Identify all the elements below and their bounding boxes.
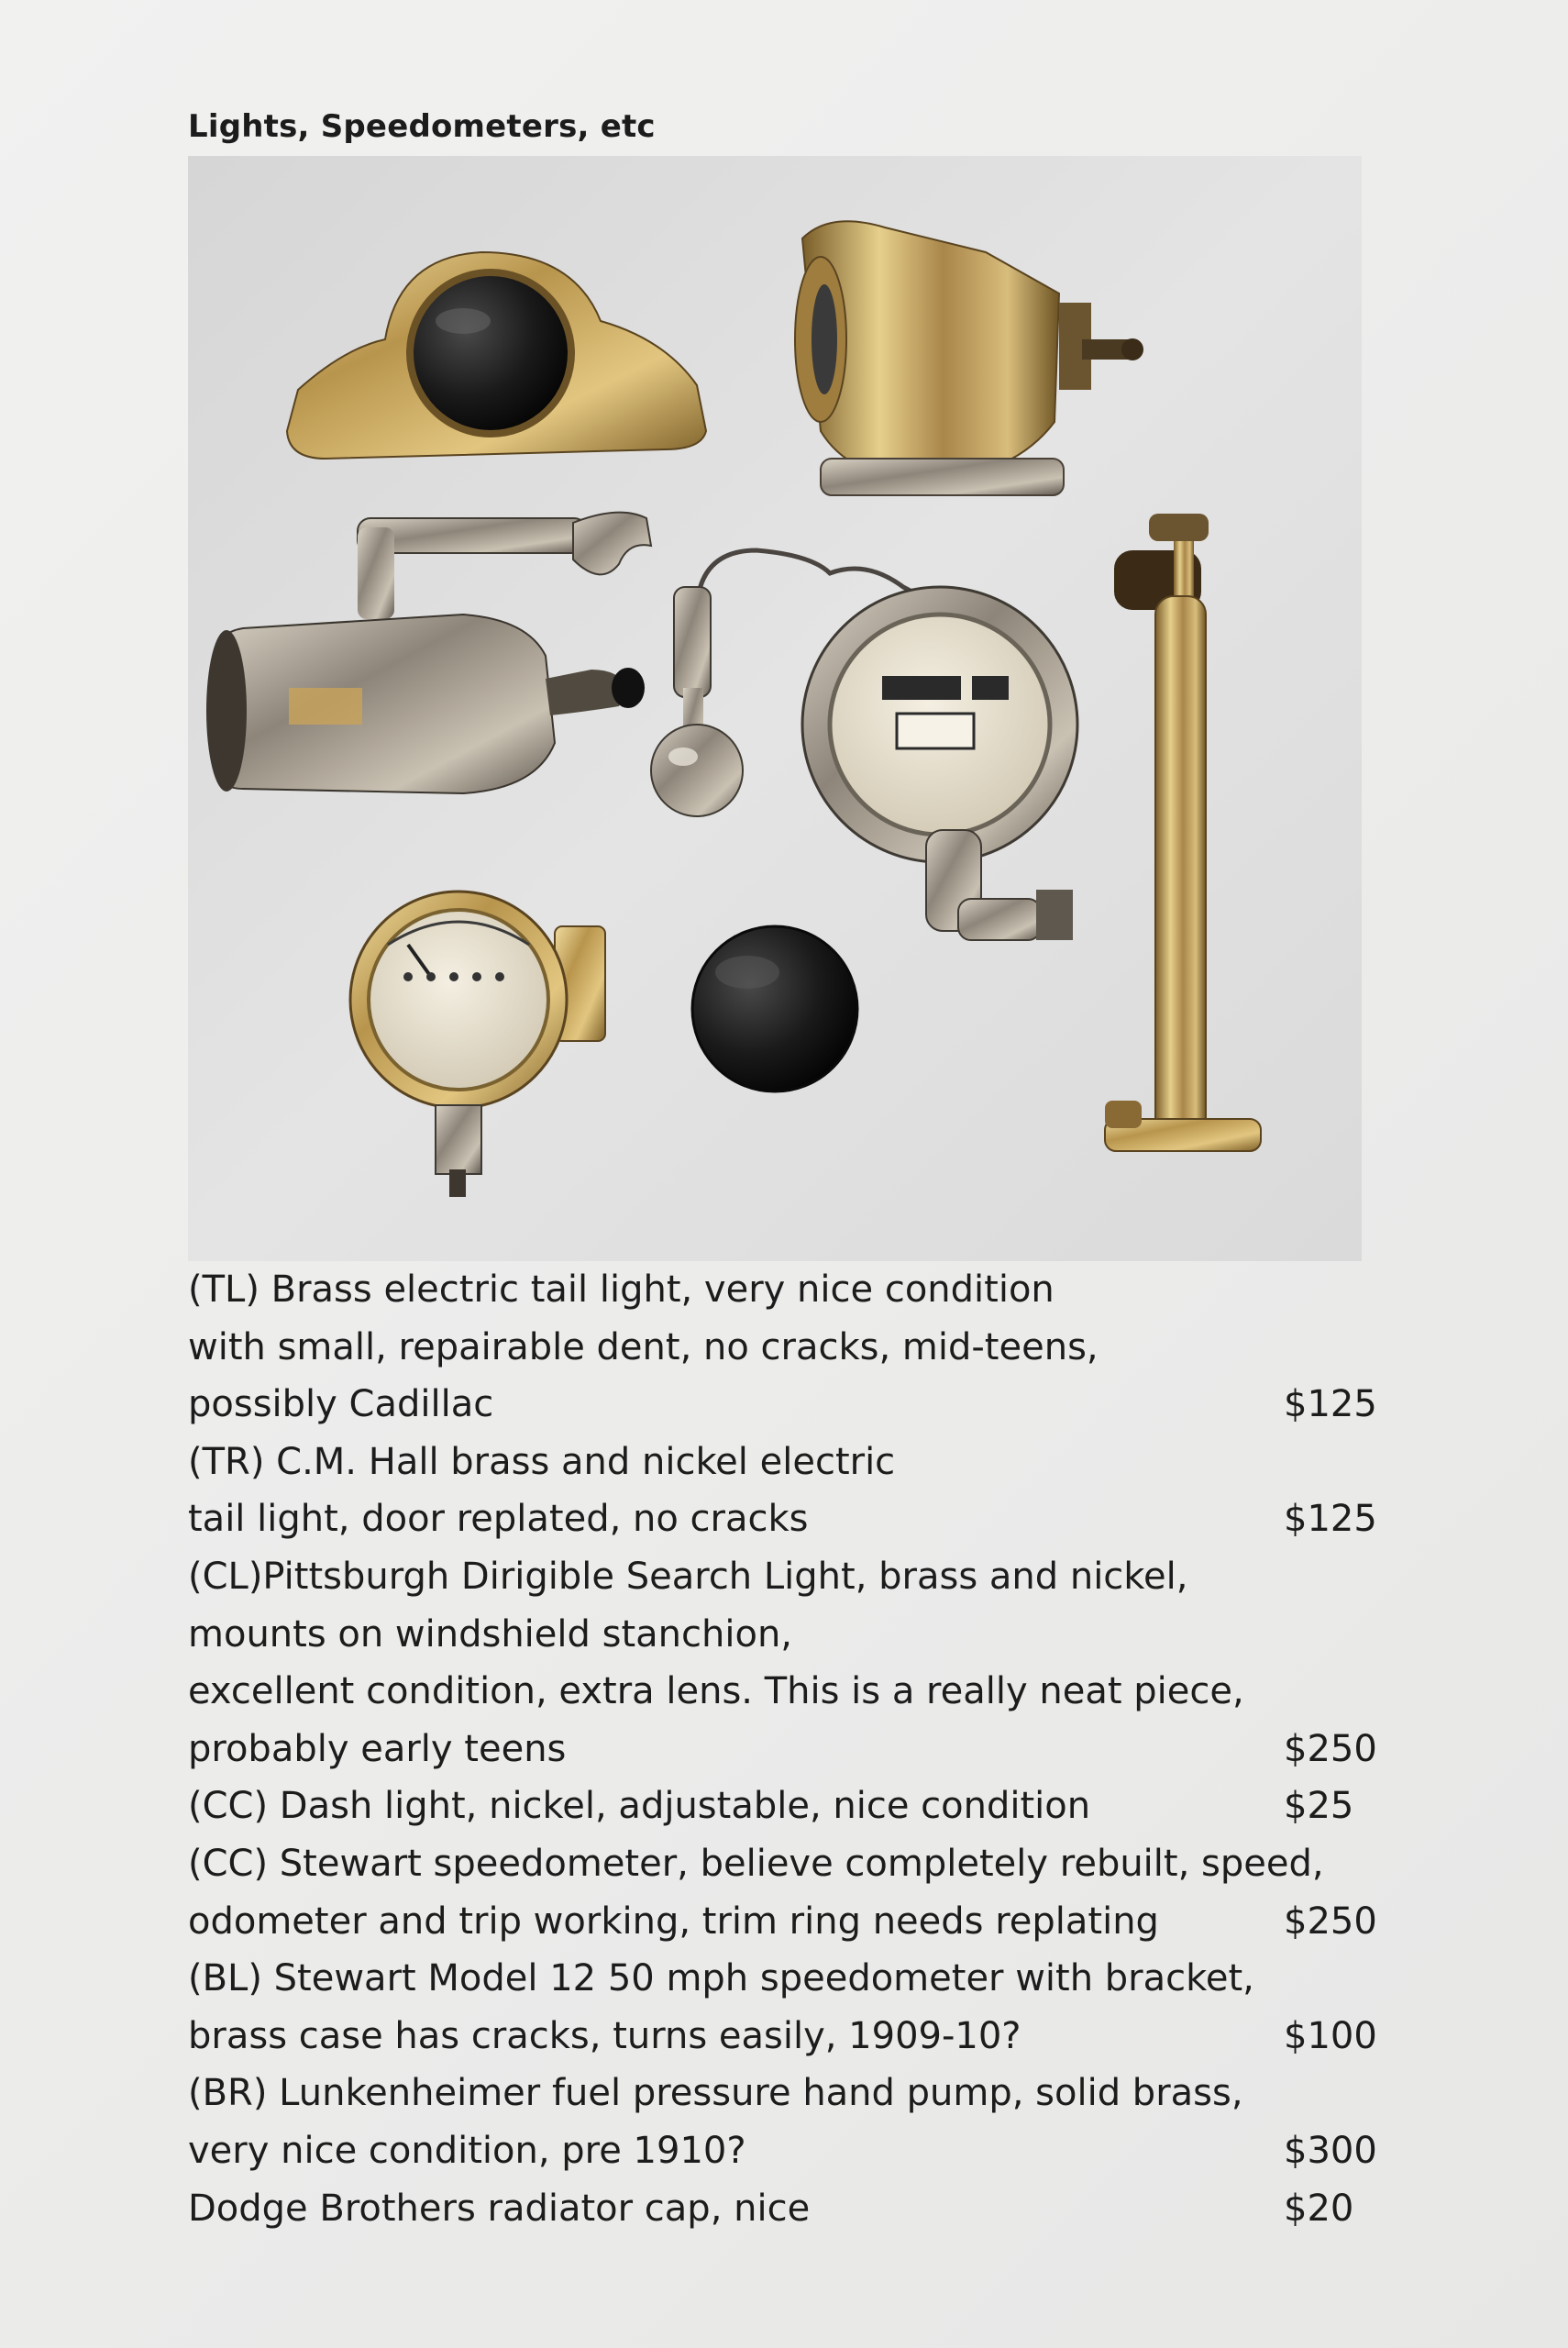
price: $125 [1284,1498,1377,1541]
description-text: probably early teens [188,1727,567,1770]
description-line [188,1434,1380,1491]
price: $100 [1284,2014,1377,2057]
price: $250 [1284,1899,1377,1943]
description-text: tail light, door replated, no cracks [188,1498,809,1541]
radiator-cap [692,926,857,1091]
description-text: (CC) Dash light, nickel, adjustable, nice condition [188,1785,1091,1828]
description-text: (BR) Lunkenheimer fuel pressure hand pump, solid brass, [188,2072,1243,2115]
description-text: very nice condition, pre 1910? [188,2129,746,2172]
item-descriptions [188,1261,1380,2237]
price: $250 [1284,1727,1377,1770]
description-line [188,1893,1380,1951]
description-text: mounts on windshield stanchion, [188,1612,793,1656]
description-line [188,2180,1380,2238]
description-line [188,1778,1380,1835]
description-text: brass case has cracks, turns easily, 1909-10? [188,2014,1021,2057]
description-text: Dodge Brothers radiator cap, nice [188,2187,811,2230]
description-line [188,1835,1380,1893]
description-line [188,1261,1380,1319]
description-line [188,2122,1380,2180]
description-text: (BL) Stewart Model 12 50 mph speedometer with bracket, [188,1957,1254,2000]
description-line [188,2065,1380,2122]
description-line [188,1950,1380,2008]
price: $20 [1284,2187,1354,2230]
price: $25 [1284,1785,1354,1828]
description-text: possibly Cadillac [188,1383,494,1426]
description-text: (CC) Stewart speedometer, believe completely rebuilt, speed, [188,1842,1324,1885]
description-text: excellent condition, extra lens. This is a really neat piece, [188,1670,1244,1713]
description-line [188,1319,1380,1377]
price: $300 [1284,2129,1377,2172]
description-line [188,1721,1380,1778]
description-text: odometer and trip working, trim ring needs replating [188,1899,1159,1943]
price: $125 [1284,1383,1377,1426]
page-title: Lights, Speedometers, etc [188,108,656,145]
description-text: (TL) Brass electric tail light, very nice condition [188,1268,1055,1311]
description-line [188,1663,1380,1721]
description-line [188,2008,1380,2066]
description-line [188,1548,1380,1606]
product-photo [188,156,1362,1261]
description-line [188,1376,1380,1434]
description-line [188,1606,1380,1664]
description-line [188,1490,1380,1548]
description-text: with small, repairable dent, no cracks, mid-teens, [188,1325,1099,1368]
description-text: (TR) C.M. Hall brass and nickel electric [188,1440,896,1483]
description-text: (CL)Pittsburgh Dirigible Search Light, brass and nickel, [188,1555,1188,1598]
